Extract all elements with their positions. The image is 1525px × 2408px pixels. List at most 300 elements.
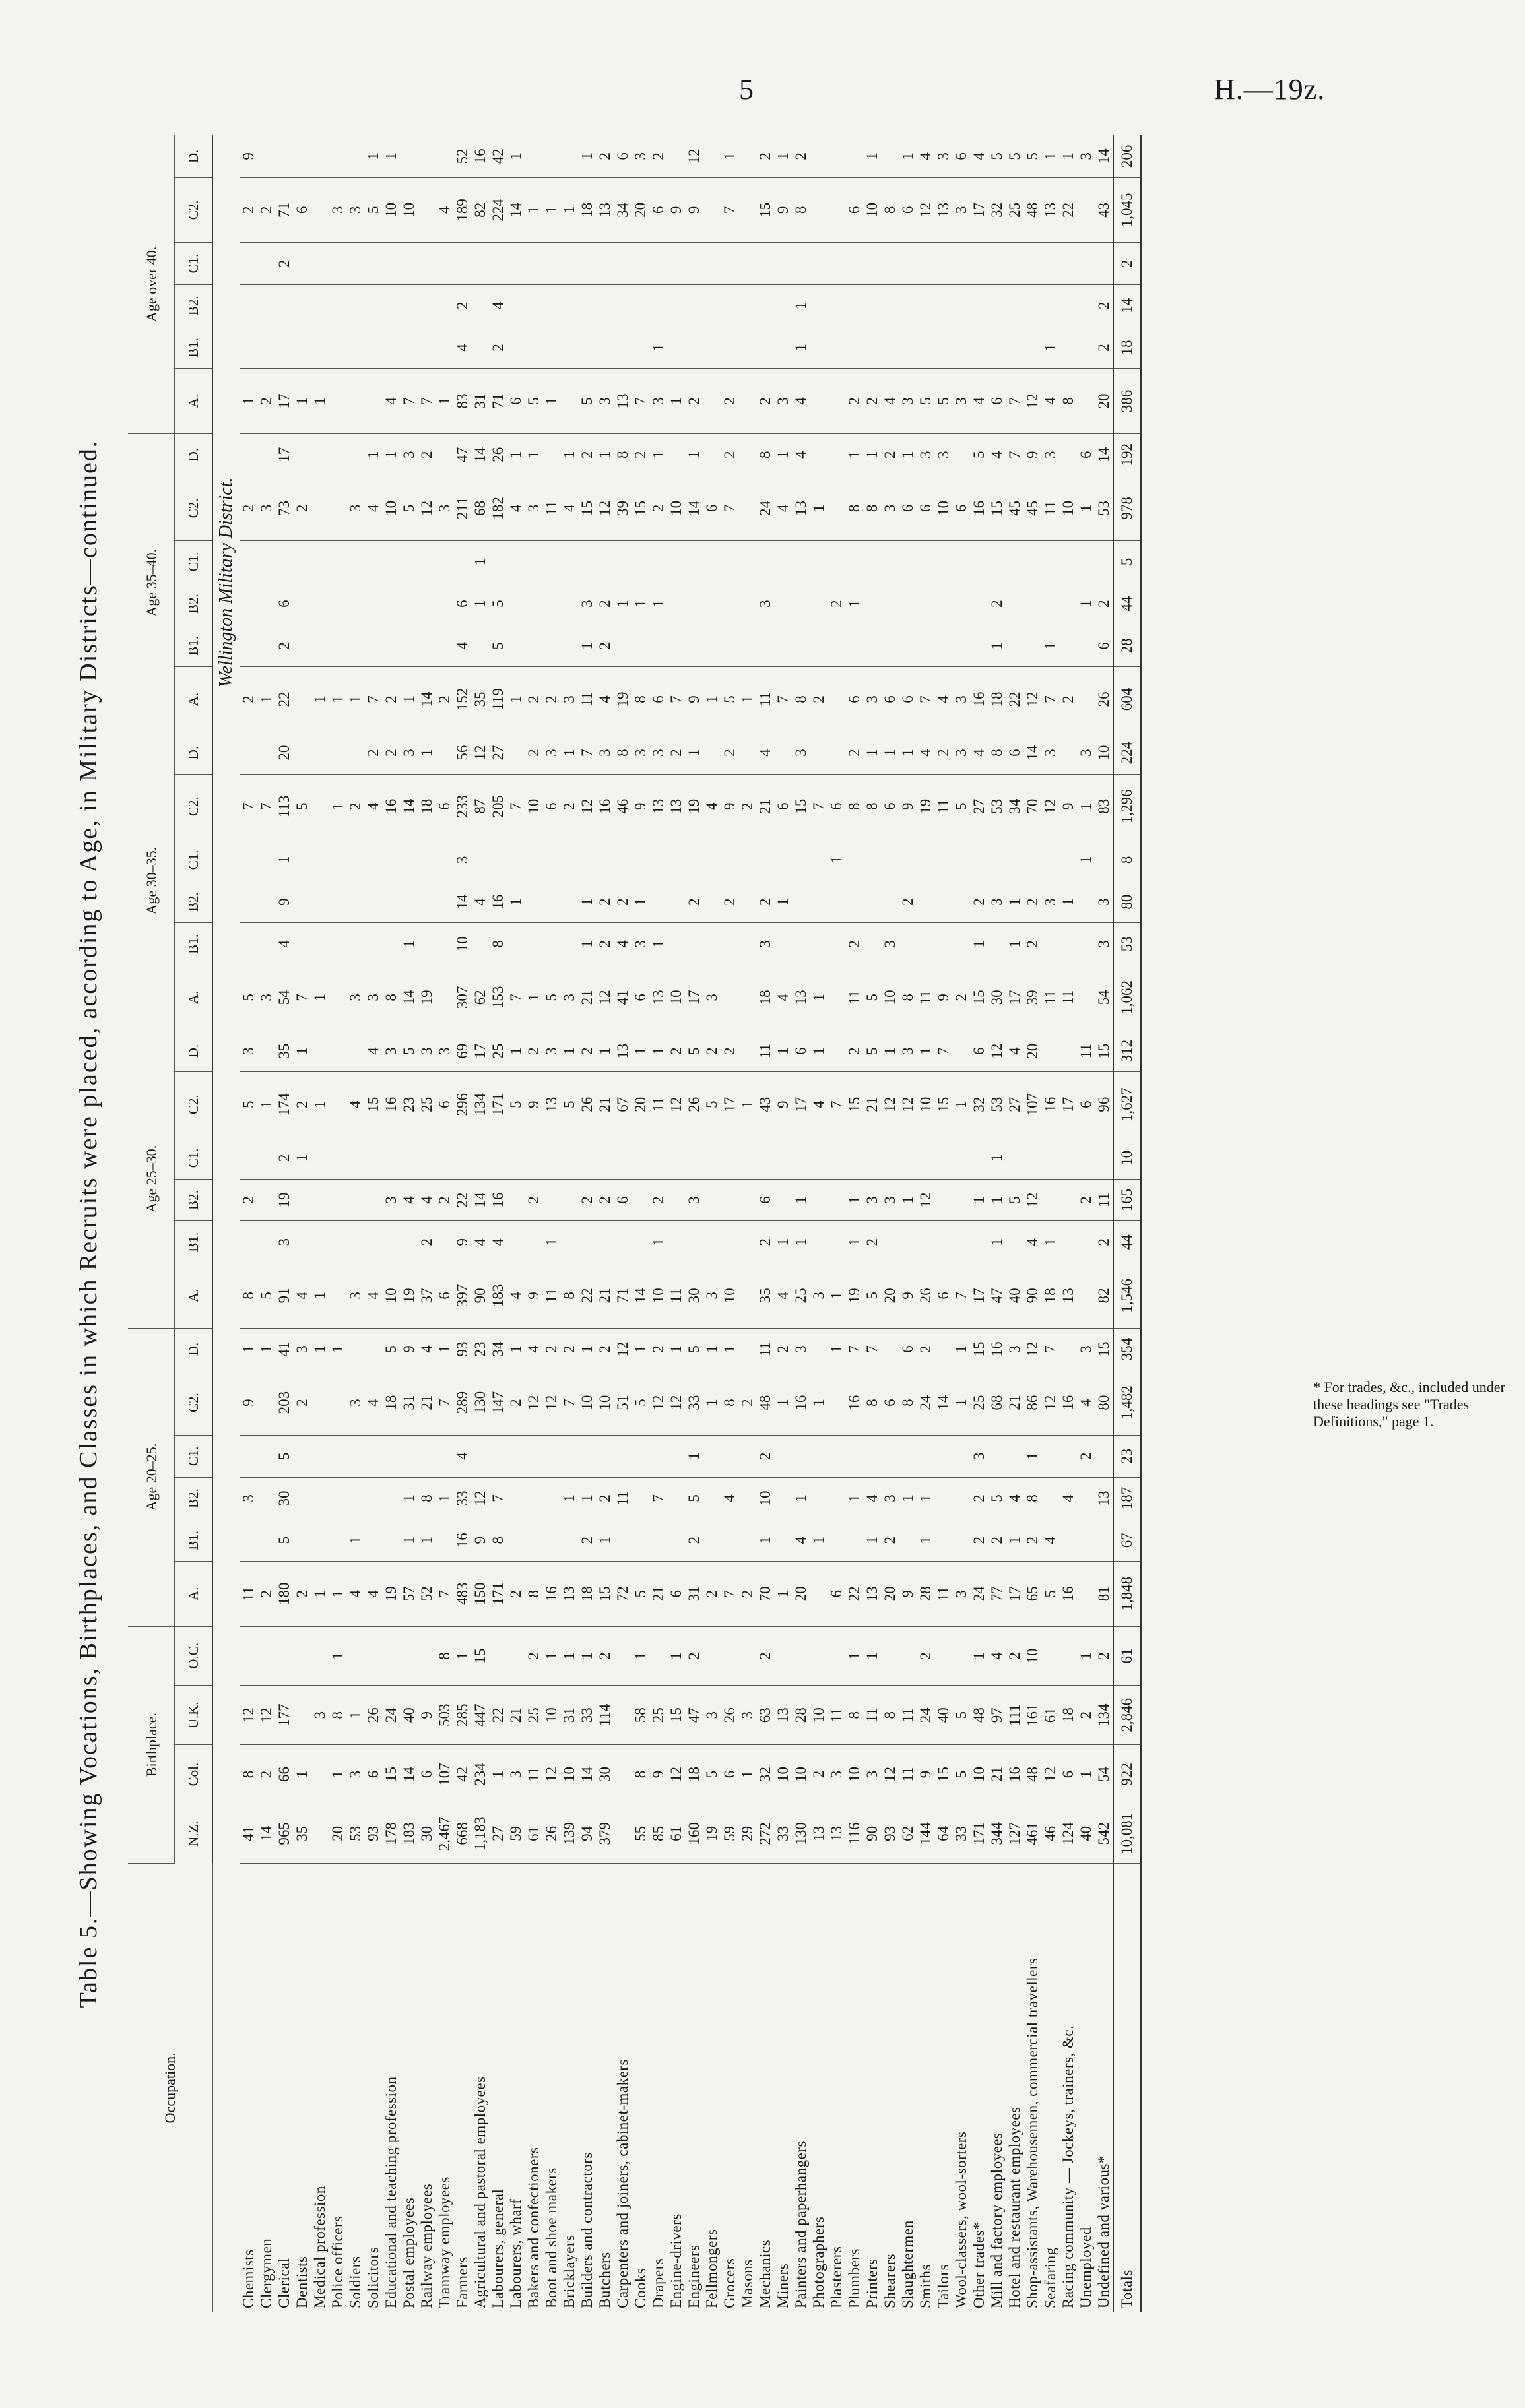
class-column-header: B1. <box>175 1519 213 1562</box>
table-cell: 3 <box>418 1030 436 1072</box>
table-cell: 31 <box>685 1562 703 1626</box>
table-cell: 6 <box>1095 625 1113 667</box>
table-cell <box>685 541 703 583</box>
table-cell: 6 <box>827 1562 845 1626</box>
table-cell <box>952 923 970 965</box>
table-cell: 17 <box>275 369 293 433</box>
table-cell <box>1059 1626 1077 1686</box>
table-cell: 1 <box>810 1030 827 1072</box>
occupation-label: Bricklayers <box>561 2234 577 2308</box>
table-cell <box>863 243 881 285</box>
table-cell: 1 <box>525 177 542 242</box>
table-cell <box>863 839 881 881</box>
table-cell <box>899 541 917 583</box>
table-cell: 3 <box>703 965 721 1030</box>
table-cell <box>293 881 311 923</box>
table-cell: 12 <box>1023 1179 1041 1221</box>
table-cell <box>614 1804 632 1863</box>
table-cell: 3 <box>952 732 970 774</box>
table-cell: 7 <box>418 369 436 433</box>
table-cell <box>364 1137 382 1179</box>
table-cell: 1 <box>845 1179 863 1221</box>
table-cell: 3 <box>792 1328 810 1370</box>
table-cell: 53 <box>988 1072 1006 1137</box>
table-cell: 3 <box>756 923 774 965</box>
table-cell: 20 <box>632 177 649 242</box>
table-cell: 1 <box>988 1179 1006 1221</box>
table-cell: 58 <box>632 1686 649 1745</box>
table-cell <box>934 1179 952 1221</box>
table-cell <box>1023 1137 1041 1179</box>
occupation-label: Wool-classers, wool-sorters <box>953 2131 969 2308</box>
table-cell <box>703 433 721 476</box>
table-cell <box>827 1030 845 1072</box>
table-cell <box>667 1221 685 1263</box>
table-cell: 68 <box>988 1370 1006 1435</box>
table-cell: 7 <box>827 1072 845 1137</box>
table-cell <box>453 1137 471 1179</box>
table-cell <box>649 839 667 881</box>
table-cell <box>311 433 329 476</box>
table-cell: 42 <box>453 1745 471 1804</box>
table-cell: 2 <box>774 1328 792 1370</box>
table-cell <box>738 1137 756 1179</box>
table-cell: 26 <box>542 1804 560 1863</box>
table-cell: 16 <box>596 774 614 839</box>
table-cell: 12 <box>667 1072 685 1137</box>
table-cell <box>614 1745 632 1804</box>
table-cell <box>1041 1435 1059 1477</box>
table-cell: 2 <box>596 625 614 667</box>
table-cell: 12 <box>542 1370 560 1435</box>
table-cell: 9 <box>1023 433 1041 476</box>
table-cell: 23 <box>471 1328 489 1370</box>
table-cell: 35 <box>756 1263 774 1328</box>
table-cell <box>1059 732 1077 774</box>
class-column-header: B1. <box>175 923 213 965</box>
table-cell <box>436 135 453 177</box>
table-cell: 2 <box>1095 1626 1113 1686</box>
table-cell: 14 <box>632 1263 649 1328</box>
table-cell: 604 <box>1113 667 1141 732</box>
table-cell <box>560 135 578 177</box>
table-cell <box>329 583 346 625</box>
table-cell: 8 <box>988 732 1006 774</box>
table-cell: 20 <box>1095 369 1113 433</box>
table-cell: 1 <box>632 1328 649 1370</box>
table-cell <box>364 1435 382 1477</box>
table-cell: 5 <box>970 433 988 476</box>
table-cell: 9 <box>471 1519 489 1562</box>
occupation-label: Boot and shoe makers <box>543 2167 560 2308</box>
table-cell: 289 <box>453 1370 471 1435</box>
table-cell <box>329 243 346 285</box>
table-cell <box>364 1179 382 1221</box>
table-row <box>934 135 952 2312</box>
table-cell <box>614 1626 632 1686</box>
table-cell <box>311 1137 329 1179</box>
table-cell <box>1059 433 1077 476</box>
table-cell <box>418 541 436 583</box>
table-cell: 6 <box>952 476 970 540</box>
table-cell: 6 <box>436 1072 453 1137</box>
table-cell: 61 <box>1113 1626 1141 1686</box>
page-number: 5 <box>739 73 754 106</box>
table-cell: 11 <box>863 1686 881 1745</box>
table-cell: 12 <box>917 177 934 242</box>
table-cell <box>721 965 738 1030</box>
table-cell: 2 <box>1059 667 1077 732</box>
table-cell <box>275 1626 293 1686</box>
table-cell <box>667 1435 685 1477</box>
table-cell <box>970 1221 988 1263</box>
table-cell <box>845 1519 863 1562</box>
table-cell <box>507 1519 525 1562</box>
table-cell: 10 <box>774 1745 792 1804</box>
table-cell <box>1006 1435 1023 1477</box>
table-cell <box>738 881 756 923</box>
table-cell <box>934 923 952 965</box>
table-cell: 4 <box>988 1626 1006 1686</box>
table-row <box>453 135 471 2312</box>
table-cell: 2 <box>756 1435 774 1477</box>
table-cell <box>827 965 845 1030</box>
table-cell <box>257 625 275 667</box>
table-cell: 1 <box>863 1519 881 1562</box>
table-cell: 1 <box>542 369 560 433</box>
table-cell: 10,081 <box>1113 1804 1141 1863</box>
table-cell <box>667 839 685 881</box>
table-cell: 1 <box>329 1626 346 1686</box>
table-cell: 4 <box>453 327 471 369</box>
occupation-label: Unemployed <box>1078 2227 1094 2308</box>
table-cell <box>810 1221 827 1263</box>
table-cell: 1 <box>667 1626 685 1686</box>
table-row <box>810 135 827 2312</box>
table-cell <box>917 625 934 667</box>
occupation-label: Educational and teaching profession <box>383 2076 399 2308</box>
table-cell <box>845 327 863 369</box>
table-cell <box>738 923 756 965</box>
occupation-label: Butchers <box>597 2252 613 2308</box>
table-cell: 3 <box>1041 732 1059 774</box>
table-cell: 6 <box>774 774 792 839</box>
table-cell: 1 <box>899 1477 917 1519</box>
table-cell: 77 <box>988 1562 1006 1626</box>
table-cell <box>525 583 542 625</box>
table-cell: 96 <box>1095 1072 1113 1137</box>
table-cell <box>703 881 721 923</box>
table-cell <box>436 965 453 1030</box>
table-cell: 7 <box>667 667 685 732</box>
table-cell: 27 <box>489 732 507 774</box>
table-cell <box>329 625 346 667</box>
occupation-label: Postal employees <box>401 2197 417 2308</box>
table-cell: 53 <box>988 774 1006 839</box>
table-cell <box>721 1179 738 1221</box>
table-cell: 9 <box>917 1745 934 1804</box>
table-cell <box>329 881 346 923</box>
table-cell: 668 <box>453 1804 471 1863</box>
table-cell <box>418 135 436 177</box>
table-cell: 3 <box>257 965 275 1030</box>
table-cell <box>863 541 881 583</box>
district-label: Wellington Military District. <box>212 135 240 1030</box>
table-cell: 2 <box>596 1328 614 1370</box>
table-cell <box>578 284 596 327</box>
table-cell <box>382 1137 400 1179</box>
table-cell: 16 <box>382 1072 400 1137</box>
table-cell <box>418 923 436 965</box>
table-cell: 1,296 <box>1113 774 1141 839</box>
table-cell <box>346 1221 364 1263</box>
table-cell: 127 <box>1006 1804 1023 1863</box>
group-header: Age 20–25. <box>128 1328 175 1626</box>
table-cell: 2 <box>1077 1435 1095 1477</box>
table-cell: 174 <box>275 1072 293 1137</box>
table-cell <box>1059 839 1077 881</box>
table-cell <box>329 1519 346 1562</box>
table-cell <box>418 284 436 327</box>
table-cell: 25 <box>489 1030 507 1072</box>
table-cell: 24 <box>917 1370 934 1435</box>
table-cell: 4 <box>364 1030 382 1072</box>
table-cell <box>329 1435 346 1477</box>
table-cell <box>1077 881 1095 923</box>
table-cell: 1 <box>436 1328 453 1370</box>
table-cell: 1 <box>845 583 863 625</box>
occupation-label: Farmers <box>454 2256 470 2308</box>
table-cell: 6 <box>542 774 560 839</box>
class-column-header: B2. <box>175 284 213 327</box>
table-cell <box>400 243 418 285</box>
table-cell: 62 <box>899 1804 917 1863</box>
table-cell <box>721 839 738 881</box>
table-cell: 1 <box>257 1072 275 1137</box>
occupation-label: Grocers <box>721 2258 738 2308</box>
table-cell: 21 <box>418 1370 436 1435</box>
table-cell: 17 <box>471 1030 489 1072</box>
table-cell: 2 <box>596 923 614 965</box>
table-cell <box>257 732 275 774</box>
table-cell: 34 <box>489 1328 507 1370</box>
table-cell: 13 <box>1095 1477 1113 1519</box>
table-cell <box>952 1221 970 1263</box>
table-cell <box>863 327 881 369</box>
table-cell: 10 <box>1113 1137 1141 1179</box>
table-cell <box>952 1519 970 1562</box>
table-cell: 116 <box>845 1804 863 1863</box>
table-cell: 6 <box>917 476 934 540</box>
table-cell: 7 <box>257 774 275 839</box>
table-cell: 3 <box>436 1030 453 1072</box>
table-cell <box>257 327 275 369</box>
table-cell: 1 <box>845 1626 863 1686</box>
table-cell <box>1059 583 1077 625</box>
table-cell: 14 <box>1023 732 1041 774</box>
table-cell: 39 <box>614 476 632 540</box>
table-cell <box>667 1137 685 1179</box>
table-cell <box>293 667 311 732</box>
table-cell <box>685 839 703 881</box>
table-cell <box>632 1519 649 1562</box>
table-cell <box>257 284 275 327</box>
table-cell <box>257 243 275 285</box>
table-cell <box>560 923 578 965</box>
table-cell <box>1077 965 1095 1030</box>
table-cell: 1 <box>685 433 703 476</box>
occupation-label: Tailors <box>935 2264 952 2308</box>
table-cell: 107 <box>1023 1072 1041 1137</box>
table-cell <box>311 1435 329 1477</box>
table-cell <box>774 1137 792 1179</box>
table-cell: 6 <box>275 583 293 625</box>
table-cell: 12 <box>257 1686 275 1745</box>
table-cell: 13 <box>667 774 685 839</box>
table-cell: 39 <box>1023 965 1041 1030</box>
table-cell <box>1006 243 1023 285</box>
occupation-label: Medical profession <box>311 2186 328 2308</box>
table-cell: 62 <box>471 965 489 1030</box>
table-cell: 2 <box>614 881 632 923</box>
table-cell: 14 <box>685 476 703 540</box>
table-cell: 8 <box>899 1370 917 1435</box>
table-cell: 11 <box>525 1745 542 1804</box>
table-cell <box>346 732 364 774</box>
table-cell <box>329 1477 346 1519</box>
table-cell <box>1006 839 1023 881</box>
table-cell <box>881 1137 899 1179</box>
table-cell <box>827 433 845 476</box>
table-row <box>542 135 560 2312</box>
table-row <box>400 135 418 2312</box>
table-cell <box>400 1221 418 1263</box>
table-cell <box>899 583 917 625</box>
table-cell: 17 <box>792 1072 810 1137</box>
table-cell <box>667 433 685 476</box>
table-cell: 6 <box>934 1263 952 1328</box>
table-cell: 18 <box>578 177 596 242</box>
table-cell: 8 <box>525 1562 542 1626</box>
table-cell <box>738 1626 756 1686</box>
table-cell: 1 <box>471 583 489 625</box>
table-cell <box>810 625 827 667</box>
class-column-header: D. <box>175 1328 213 1370</box>
table-cell <box>240 583 257 625</box>
table-cell: 21 <box>756 774 774 839</box>
table-cell <box>827 1137 845 1179</box>
table-cell: 3 <box>881 923 899 965</box>
table-cell: 1 <box>578 625 596 667</box>
table-cell: 13 <box>863 1562 881 1626</box>
table-cell <box>721 243 738 285</box>
table-cell: 211 <box>453 476 471 540</box>
table-cell: 1 <box>632 1030 649 1072</box>
table-cell <box>436 1137 453 1179</box>
table-cell: 17 <box>970 177 988 242</box>
table-cell <box>667 243 685 285</box>
table-cell <box>810 1562 827 1626</box>
table-cell <box>293 1686 311 1745</box>
table-cell <box>525 135 542 177</box>
table-cell <box>685 1137 703 1179</box>
table-cell: 13 <box>1059 1263 1077 1328</box>
table-cell <box>293 1435 311 1477</box>
table-cell: 18 <box>1041 1263 1059 1328</box>
table-cell: 3 <box>525 476 542 540</box>
table-cell: 1 <box>382 433 400 476</box>
table-row <box>525 135 542 2312</box>
table-cell: 1 <box>560 1626 578 1686</box>
table-cell: 4 <box>1006 1477 1023 1519</box>
table-cell <box>863 881 881 923</box>
table-cell: 1 <box>560 177 578 242</box>
table-cell: 1 <box>418 732 436 774</box>
table-cell: 7 <box>721 476 738 540</box>
table-cell: 139 <box>560 1804 578 1863</box>
table-cell <box>827 135 845 177</box>
table-cell: 1 <box>917 1477 934 1519</box>
table-cell <box>293 732 311 774</box>
table-cell <box>560 1137 578 1179</box>
table-cell: 5 <box>863 1263 881 1328</box>
table-cell <box>507 1477 525 1519</box>
table-cell: 1 <box>329 667 346 732</box>
table-cell <box>685 923 703 965</box>
table-cell: 1 <box>845 433 863 476</box>
table-cell: 1 <box>863 1626 881 1686</box>
table-cell: 71 <box>275 177 293 242</box>
table-cell: 10 <box>382 1263 400 1328</box>
table-cell <box>542 1435 560 1477</box>
table-cell: 1 <box>329 1328 346 1370</box>
table-cell: 1 <box>1006 923 1023 965</box>
table-cell: 1 <box>293 1745 311 1804</box>
table-cell: 483 <box>453 1562 471 1626</box>
table-cell: 12 <box>881 1072 899 1137</box>
table-cell: 3 <box>293 1328 311 1370</box>
table-cell <box>436 327 453 369</box>
table-cell <box>329 327 346 369</box>
table-cell <box>525 1519 542 1562</box>
table-cell <box>667 135 685 177</box>
table-cell: 3 <box>1041 881 1059 923</box>
occupation-label: Seafaring <box>1042 2247 1058 2308</box>
table-cell: 15 <box>970 1328 988 1370</box>
table-cell <box>738 135 756 177</box>
group-header: Age 30–35. <box>128 732 175 1030</box>
table-cell: 1 <box>721 135 738 177</box>
table-cell: 3 <box>827 1745 845 1804</box>
table-cell <box>382 327 400 369</box>
table-cell <box>257 1179 275 1221</box>
table-cell <box>436 881 453 923</box>
table-cell: 12 <box>578 774 596 839</box>
table-cell: 33 <box>453 1477 471 1519</box>
table-cell <box>738 1328 756 1370</box>
table-cell <box>560 583 578 625</box>
table-cell: 33 <box>952 1804 970 1863</box>
table-cell: 386 <box>1113 369 1141 433</box>
table-cell: 5 <box>275 1435 293 1477</box>
table-cell: 2 <box>240 177 257 242</box>
table-cell <box>917 327 934 369</box>
table-row <box>952 135 970 2312</box>
table-cell: 10 <box>382 177 400 242</box>
table-cell: 46 <box>614 774 632 839</box>
occupation-label: Agricultural and pastoral employees <box>472 2076 488 2308</box>
table-row <box>364 135 382 2312</box>
